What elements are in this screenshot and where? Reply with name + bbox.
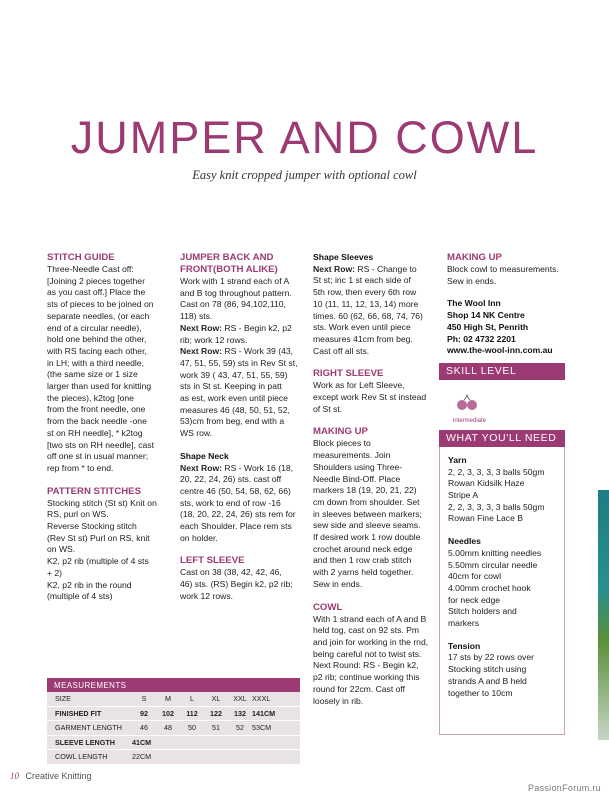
next-row-instruction: Next Row: RS - Begin k2, p2 [180, 322, 292, 333]
text-line: Cast off all sts. [313, 345, 370, 356]
measurements-cell: 51 [212, 723, 220, 733]
stockist-info [447, 298, 572, 357]
text-line: Block pieces to [313, 438, 371, 449]
right-sleeve-heading: RIGHT SLEEVE [313, 368, 384, 380]
cowl-making-up-text [447, 264, 572, 287]
text-line: The Wool Inn [447, 298, 501, 309]
pattern-stitches-heading: PATTERN STITCHES [47, 485, 141, 497]
text-line: [Joining 2 pieces together [47, 275, 145, 286]
text-line: Stocking stitch using [448, 664, 527, 675]
text-line: on WS. [47, 544, 76, 555]
text-line: except work Rev St st instead [313, 392, 427, 403]
text-line: markers 18 (19, 20, 21, 22) [313, 485, 417, 496]
next-row-instruction-cont [180, 335, 307, 347]
measurements-cell: 112 [186, 708, 198, 718]
text-line: on holder. [180, 532, 218, 543]
text-line: (Rev St st) Purl on RS, knit [47, 532, 150, 543]
next-row-instruction: Next Row: RS - Work 16 (18, [180, 462, 294, 473]
text-line: the pieces), k2tog [one [47, 392, 134, 403]
measurements-label: COWL LENGTH [55, 752, 108, 762]
text-line: work 39 ( 43, 47, 51, 55, 59) [180, 369, 288, 380]
text-line: RS, purl on WS. [47, 509, 109, 520]
text-line: work 12 rows. [180, 590, 234, 601]
measurements-row [47, 721, 300, 736]
text-line: sew side and sleeve seams. [313, 520, 421, 531]
text-line: Shop 14 NK Centre [447, 310, 525, 321]
text-line: Sew in ends. [447, 275, 497, 286]
text-line: and then 1 row crab stitch [313, 555, 412, 566]
text-line: (the same size or 1 size [47, 369, 138, 380]
text-line: loosely in rib. [313, 695, 364, 706]
page-subtitle: Easy knit cropped jumper with optional cowl [192, 168, 417, 182]
skill-level-caption: intermediate [453, 417, 487, 424]
text-line: p2 rib; continue working this [313, 672, 420, 683]
text-line: Stocking stitch (St st) Knit on [47, 497, 157, 508]
text-line: 2, 2, 3, 3, 3, 3 balls 50gm [448, 466, 545, 477]
text-line: measures 41cm from beg. [313, 333, 413, 344]
text-line: strands A and B held [448, 675, 527, 686]
needles-heading: Needles [448, 536, 481, 547]
text-line: 47, 51, 55, 59) sts in Rev St st, [180, 357, 298, 368]
measurements-cell: XXL [233, 694, 247, 704]
text-line: cm down from shoulder. Set [313, 496, 420, 507]
needles-text [448, 548, 558, 630]
left-sleeve-text [180, 567, 307, 602]
text-line: Rowan Fine Lace B [448, 513, 523, 524]
text-line: + 2) [47, 567, 63, 578]
text-line: crochet around neck edge [313, 543, 413, 554]
text-line: Stripe A [448, 490, 479, 501]
text-line: larger than used for knitting [47, 381, 152, 392]
text-line: markers [448, 618, 480, 629]
column-jumper [180, 252, 307, 603]
measurements-row [47, 736, 300, 751]
text-line: 5.50mm circular needle [448, 559, 538, 570]
page-title: JUMPER AND COWL [70, 112, 539, 163]
text-line: measures 46 (48, 50, 51, 52, [180, 404, 290, 415]
text-line: and B tog throughout pattern. [180, 287, 292, 298]
text-line: Needle Bind-Off. Place [313, 473, 401, 484]
text-line: Stitch holders and [448, 606, 517, 617]
shape-sleeves-heading: Shape Sleeves [313, 252, 374, 262]
text-line: Block cowl to measurements. [447, 264, 559, 274]
text-line: With 1 strand each of A and B [313, 613, 427, 624]
next-row-instruction: Next Row: RS - Change to [313, 263, 417, 274]
text-line: st on RH needle], * k2tog [47, 427, 143, 438]
text-line: [two sts on RH needle], cast [47, 439, 154, 450]
text-line: times. 60 (62, 66, 68, 74, 76) [313, 310, 423, 321]
text-line: as est, work even until piece [180, 393, 288, 404]
text-line: 450 High St, Penrith [447, 321, 529, 332]
text-line: for neck edge [448, 594, 501, 605]
text-line: of St st. [313, 403, 343, 414]
text-line: 46) sts. (RS) Begin k2, p2 rib; [180, 579, 293, 590]
measurements-row [47, 707, 300, 722]
text-line: Cast on 38 (38, 42, 42, 46, [180, 567, 282, 578]
making-up-heading: MAKING UP [313, 426, 368, 438]
measurements-label: GARMENT LENGTH [55, 723, 122, 733]
text-line: from the front needle, one [47, 404, 146, 415]
next-row-instruction-cont [180, 474, 307, 544]
text-line: sts. Work even until piece [313, 322, 411, 333]
text-line: sts of pieces to be joined on [47, 299, 154, 310]
measurements-label: FINISHED FIT [55, 708, 102, 718]
text-line: If desired work 1 row double [313, 532, 421, 543]
text-line: K2, p2 rib (multiple of 4 sts [47, 556, 149, 567]
text-line: separate needles, (or each [47, 310, 150, 321]
text-line: in sleeves between markers; [313, 508, 422, 519]
measurements-cell: 122 [210, 708, 222, 718]
text-line: K2, p2 rib in the round [47, 579, 132, 590]
text-line: (18, 20, 22, 24, 26) sts rem for [180, 509, 296, 520]
text-line: 118) sts. [180, 311, 213, 322]
text-line: together to 10cm [448, 687, 513, 698]
shape-sleeves-text [313, 275, 441, 357]
text-line: with RS facing each other, [47, 345, 147, 356]
text-line: hold one behind the other, [47, 334, 147, 345]
text-line: 17 sts by 22 rows over [448, 652, 534, 663]
jumper-heading-line2: FRONT(BOTH ALIKE) [180, 264, 278, 275]
making-up-text [313, 438, 441, 590]
text-line: Ph: 02 4732 2201 [447, 333, 516, 344]
text-line: 4.00mm crochet hook [448, 582, 531, 593]
stitch-guide-heading: STITCH GUIDE [47, 252, 115, 263]
text-line: Cast on 78 (86, 94,102,110, [180, 299, 286, 310]
text-line: sts, work to end of row -16 [180, 497, 281, 508]
text-line: from the back needle -one [47, 416, 147, 427]
text-line: rep from * to end. [47, 462, 114, 473]
tension-heading: Tension [448, 640, 481, 651]
text-line: (multiple of 4 sts) [47, 591, 113, 602]
text-line: 2, 2, 3, 3, 3, 3 balls 50gm [448, 501, 545, 512]
text-line: Next Round: RS - Begin k2, [313, 660, 419, 671]
photo-edge [598, 490, 609, 740]
text-line: WS row. [180, 428, 212, 439]
cowl-heading: COWL [313, 601, 343, 613]
column-stitch-guide [47, 252, 175, 603]
text-line: each Shoulder. Place rem sts [180, 521, 292, 532]
measurements-cell: 102 [162, 708, 174, 718]
measurements-cell: XL [211, 694, 221, 704]
right-sleeve-text [313, 380, 441, 415]
measurements-cell: 48 [164, 723, 172, 733]
stitch-guide-text [47, 264, 175, 475]
measurements-cell: M [165, 694, 171, 704]
text-line: Work as for Left Sleeve, [313, 380, 405, 391]
text-line: held tog, cast on 92 sts. Pm [313, 625, 420, 636]
text-line: Work with 1 strand each of A [180, 276, 290, 286]
measurements-table [47, 678, 300, 765]
magazine-name: Creative Knitting [25, 771, 92, 781]
text-line: as you cast off.] Place the [47, 287, 146, 298]
measurements-header: MEASUREMENTS [47, 678, 300, 692]
left-sleeve-heading: LEFT SLEEVE [180, 555, 245, 567]
measurements-cell: S [141, 694, 147, 704]
text-line: sts in St st. Keeping in patt [180, 381, 282, 392]
text-line: Three-Needle Cast off: [47, 264, 134, 274]
column-sleeves [313, 252, 441, 707]
pattern-stitches-text [47, 498, 175, 603]
text-line: Shoulders using Three- [313, 461, 403, 472]
skill-level-tab: SKILL LEVEL [439, 363, 565, 380]
jumper-intro-text [180, 276, 307, 323]
watermark: PassionForum.ru [527, 783, 601, 793]
text-line: 10 (11, 11, 12, 13, 14) more [313, 298, 419, 309]
text-line: 5th row, then every 6th row [313, 287, 417, 298]
measurements-cell: 52 [236, 723, 244, 733]
what-you-need-box [439, 447, 565, 735]
text-line: 5.00mm knitting needles [448, 547, 542, 558]
measurements-body [47, 692, 300, 765]
measurements-row [47, 750, 300, 765]
text-line: Rowan Kidsilk Haze [448, 478, 525, 489]
tension-text [448, 652, 558, 699]
text-line: and join for working in the rnd, [313, 636, 429, 647]
text-line: Reverse Stocking stitch [47, 521, 137, 532]
text-line: centre 46 (50, 54, 58, 62, 66) [180, 485, 291, 496]
text-line: being careful not to twist sts. [313, 648, 422, 659]
text-line: Sew in ends. [313, 578, 363, 589]
text-line: round for 22cm. Cast off [313, 683, 406, 694]
text-line: 20, 22, 24, 26) sts. cast off [180, 474, 282, 485]
measurements-cell: L [190, 694, 194, 704]
measurements-cell: 22CM [132, 752, 152, 762]
skill-level-box [447, 388, 572, 430]
shape-neck-heading: Shape Neck [180, 450, 229, 461]
measurements-row [47, 692, 300, 707]
text-line: 53)cm from beg, end with a [180, 416, 285, 427]
next-row-instruction: Next Row: RS - Work 39 (43, [180, 346, 294, 357]
measurements-cell: 50 [188, 723, 196, 733]
text-line: measurements. Join [313, 450, 391, 461]
text-line: with 2 yarns held together. [313, 567, 414, 578]
measurements-cell: 46 [140, 723, 148, 733]
cowl-making-up-heading: MAKING UP [447, 252, 502, 263]
measurements-label: SIZE [55, 694, 71, 704]
measurements-cell: 41CM [132, 737, 152, 747]
measurements-cell: 141CM [252, 708, 276, 718]
yarn-heading: Yarn [448, 454, 467, 465]
page-footer [10, 771, 92, 781]
yarn-text [448, 467, 558, 526]
next-row-instruction-cont [180, 358, 307, 440]
jumper-heading-line1: JUMPER BACK AND [180, 252, 274, 263]
text-line: 40cm for cowl [448, 571, 502, 582]
cowl-text [313, 614, 441, 708]
page-number: 10 [10, 771, 19, 781]
text-line: off one st in usual manner; [47, 451, 149, 462]
measurements-cell: 132 [234, 708, 246, 718]
measurements-label: SLEEVE LENGTH [55, 737, 115, 747]
measurements-cell: 92 [140, 708, 148, 718]
text-line: end of a circular needle), [47, 322, 142, 333]
measurements-cell: 53CM [252, 723, 272, 733]
text-line: rib; work 12 rows. [180, 334, 248, 345]
measurements-cell: XXXL [252, 694, 271, 704]
what-you-need-tab: WHAT YOU'LL NEED [439, 430, 565, 447]
text-line: in LH; with a third needle, [47, 357, 144, 368]
column-sidebar [447, 252, 572, 735]
text-line: St st; inc 1 st each side of [313, 275, 411, 286]
yarn-balls-icon [455, 394, 481, 418]
text-line: www.the-wool-inn.com.au [447, 345, 553, 356]
